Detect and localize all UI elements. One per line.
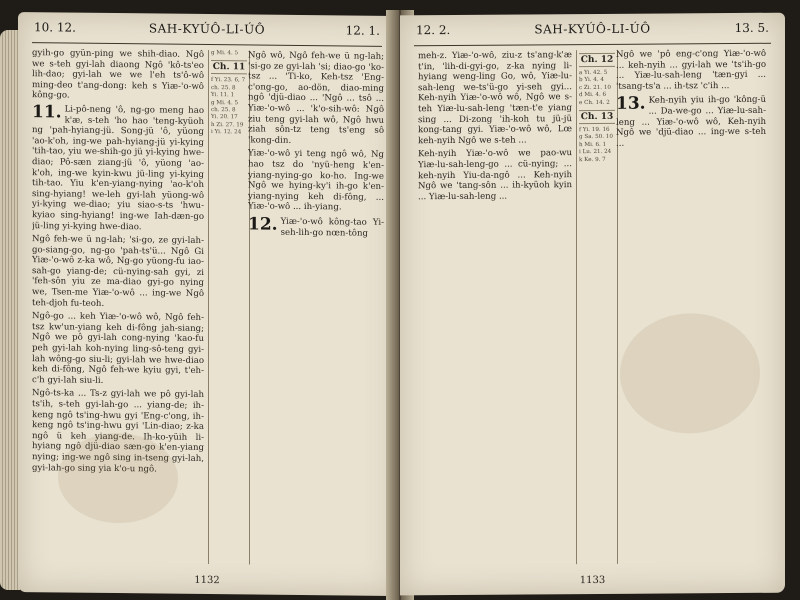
right-col-c-top-text: Ngô we 'pô eng-c'ong Yiæ-'o-wô ... keh-nyih ... gyi-lah we 'ts'ih-go ... Yiæ-lu-sah-leng 'tæn-gyi ... 'tsang-ts'a ... ih-tsz 'c'ih ... <box>616 48 766 92</box>
left-col-a2-text: Li-pô-neng 'ô, ng-go meng hao k'æ, s-teh 'ho hao 'teng-kyüoh ng 'pah-hyiang-jü. Song-jü 'ô, yüong 'ao-k'oh, ing-we pah-hyiang-jü yi-kying 'tih-tao, yiu we-shih-go jü yi-kying hwe-diao; Pô-sæn ziang-jü 'ô, yüong 'ao-k'oh, ing-we kyin-kwu jü-ling yi-kying tih-tao. Yiu k'en-yiang-nying 'ao-k'oh sing-hyiang! we-leh gyi-lah yüong-wô yi-kying we-diao; yiu siao-s-ts 'hwu-kyiao sing-hyiang! ing-we Iah-dæn-go jü-ling yi-kying hwe-diao. <box>32 104 204 232</box>
paper-stain <box>58 432 178 523</box>
ref-item: ch. 25. 8 <box>211 84 236 92</box>
ref-item: i Lu. 21. 24 <box>579 149 612 156</box>
left-header-book-title: SAH-KYÚÔ-LI-ÚÔ <box>148 21 266 37</box>
left-col-a-text: gyih-go gyün-ping we shih-diao. Ngô we s-teh gyi-lah diaong Ngô 'kô-ts'eo lih-dao; gyi-lah we we l'eh ts'ô-wô ming-deo t'ang-dong: keh s Yiæ-'o-wô kông-go. <box>32 48 204 101</box>
ref-item: Yi. 20. 17 <box>211 114 238 121</box>
left-col-b-text: Ngô feh-we ü ng-lah; 'si-go, ze gyi-lah-go-siang-go, ng-go 'pah-ts'ü... Ngô Gi Yiæ-'o-wô z-ka wô, Ng-go yüong-fu iao-sah-go yiang-de; cü-nying-sah gyi, zi 'feh-sôn yiu ze ma-diao gyi-go nying we, Tsen-me Yiæ-'o-wô ... ing-we Ngô teh-djoh fu-teoh. <box>32 234 204 309</box>
ref-item: c Zi. 21. 10 <box>579 84 611 91</box>
right-col-c2-text: Keh-nyih yiu ih-go 'kông-ü ... Da-we-go ... Yiæ-lu-sah-leng ... Yiæ-'o-wô wô, Keh-nyih Ngô we 'djü-diao ... ing-we s-teh ... <box>616 95 766 149</box>
right-cross-references <box>576 50 618 564</box>
left-page-number: 1132 <box>194 574 220 587</box>
left-col-c3-text: Yiæ-'o-wô kông-tao Yi-seh-lih-go nœn-tông <box>280 216 384 239</box>
ref-item: f Yi. 19. 16 <box>579 126 610 134</box>
right-page <box>400 13 785 596</box>
verse-block <box>32 104 204 233</box>
right-column-text <box>248 50 384 565</box>
right-header-chapter-start: 12. 2. <box>416 22 451 38</box>
left-header-chapter-start: 10. 12. <box>34 20 76 35</box>
chapter-marker-12: Ch. 12 <box>579 53 615 67</box>
ref-item: d Mi. 4. 6 <box>579 92 607 99</box>
left-header-chapter-end: 12. 1. <box>345 23 380 38</box>
ref-item: g Sa. 50. 10 <box>579 134 613 141</box>
ref-item: g Mi. 4. 5 <box>211 50 239 57</box>
chapter-marker-13: Ch. 13 <box>579 110 615 124</box>
verse-number-12: 12. <box>248 214 278 235</box>
verse-number-11: 11. <box>32 102 62 123</box>
ref-item: h Mi. 6. 1 <box>579 141 607 148</box>
chapter-marker: Ch. 11 <box>211 60 247 74</box>
right-page-right-column <box>616 49 766 564</box>
paper-stain <box>620 313 760 434</box>
right-header-chapter-end: 13. 5. <box>734 20 769 36</box>
header-rule <box>414 43 771 46</box>
ref-item: g Mi. 4. 5 <box>211 99 239 106</box>
right-col-b-text: Keh-nyih Yiæ-'o-wô we pao-wu Yiæ-lu-sah-leng-go ... cü-nying; ... keh-nyih Yiu-da-ngô ... Keh-nyih Ngô we 'tang-sôn ... ih-kyüoh kyin ... Yiæ-lu-sah-leng ... <box>418 148 572 202</box>
left-page <box>18 12 396 596</box>
verse-number-13: 13. <box>616 94 646 115</box>
verse-block-12 <box>248 216 384 239</box>
right-running-head <box>416 21 769 43</box>
right-page-left-column <box>418 50 572 565</box>
left-running-head <box>34 20 380 44</box>
left-col-c2-text: Yiæ-'o-wô yi teng ngô wô, Ng hao tsz do 'nyü-heng k'en-yiang-nying-go ko-ho. Ing-we Ngô we hying-ky'i ih-go k'en-yiang-nying keh di-fông, ... Yiæ-'o-wô ... ih-yiang. <box>248 148 384 213</box>
left-col-b2-text: Ngô-go ... keh Yiæ-'o-wô wô, Ngô feh-tsz kw'un-yiang keh di-fông jah-siang; Ngô we pô gyi-lah cong-nying 'kao-fu peh gyi-lah koh-nying ling-sô-teng gyi-lah wông-go siu-li; gyi-lah we hwe-diao keh di-fông, Ngô feh-we kyiu gyi, t'eh-c'h gyi-lah siu-li. <box>32 311 204 386</box>
ref-item: i Yi. 12. 24 <box>211 129 242 136</box>
ref-item: e Ch. 14. 2 <box>579 99 610 106</box>
left-cross-references <box>208 50 250 564</box>
right-header-book-title: SAH-KYÚÔ-LI-ÚÔ <box>534 21 651 37</box>
ref-item: b Yi. 4. 4 <box>579 77 604 84</box>
page-edges <box>0 30 20 590</box>
ref-item: k Ke. 9. 7 <box>579 156 606 163</box>
left-col-c-text: Ngô wô, Ngô feh-we ü ng-lah; 'si-go ze gyi-lah 'si; diao-go 'ko-tsz ... 'Ti-ko, Keh-tsz 'Eng-c'ong-go, ao-dön, diao-ming ngô 'djü-diao ... 'Ngô ... tsô ... Yiæ-'o-wô ... 'k'o-sih-wô: Ngô ziu teng gyi-lah wô, Ngô hwu ziah sôn-tz teng ts'eng sô 'kong-din. <box>248 50 384 146</box>
verse-block-13 <box>616 95 766 149</box>
ref-item: h Zi. 27. 19 <box>211 121 244 129</box>
ref-item: ch. 25. 8 <box>211 107 236 114</box>
left-col-b3-text: Ngô-ts-ka ... Ts-z gyi-lah we pô gyi-lah ts'ih, s-teh gyi-lah-go ... yiang-de; ih-keng ngô ts'ing-hwu gyi 'Eng-c'ong, ih-keng ngô ts'ing-hwu gyi 'Lin-diao; z-ka ngô ü keh yiang-de. Ih-ko-yüih li-hyiang ngô djü-diao sæn-go k'en-yiang nying; ing-we ngô sing in-tseng gyi-lah, gyi-lah-go sing yia k'o-u ngô. <box>32 388 204 475</box>
ref-item: a Yi. 42. 5 <box>579 69 608 77</box>
right-col-a-text: meh-z. Yiæ-'o-wô, ziu-z ts'ang-k'æ t'in, 'lih-di-gyi-go, z-ka nying li-hyiang weng-ling Go, wô, Yiæ-lu-sah-leng we-ts'ü-go yi-seh gyi... Keh-nyih Yiæ-'o-wô wô, Ngô we s-teh Yiæ-lu-sah-leng 'tæn-t'e yiang sing ... Di-zong 'ih-koh tu jü-jü kong-tang gyi. Yiæ-'o-wô wô, Lœ keh-nyih Ngô we s-teh ... <box>418 50 572 146</box>
ref-item: f Yi. 23. 6, 7 <box>211 77 246 84</box>
right-page-number: 1133 <box>579 574 606 587</box>
ref-item: Yi. 11. 1 <box>211 92 235 99</box>
